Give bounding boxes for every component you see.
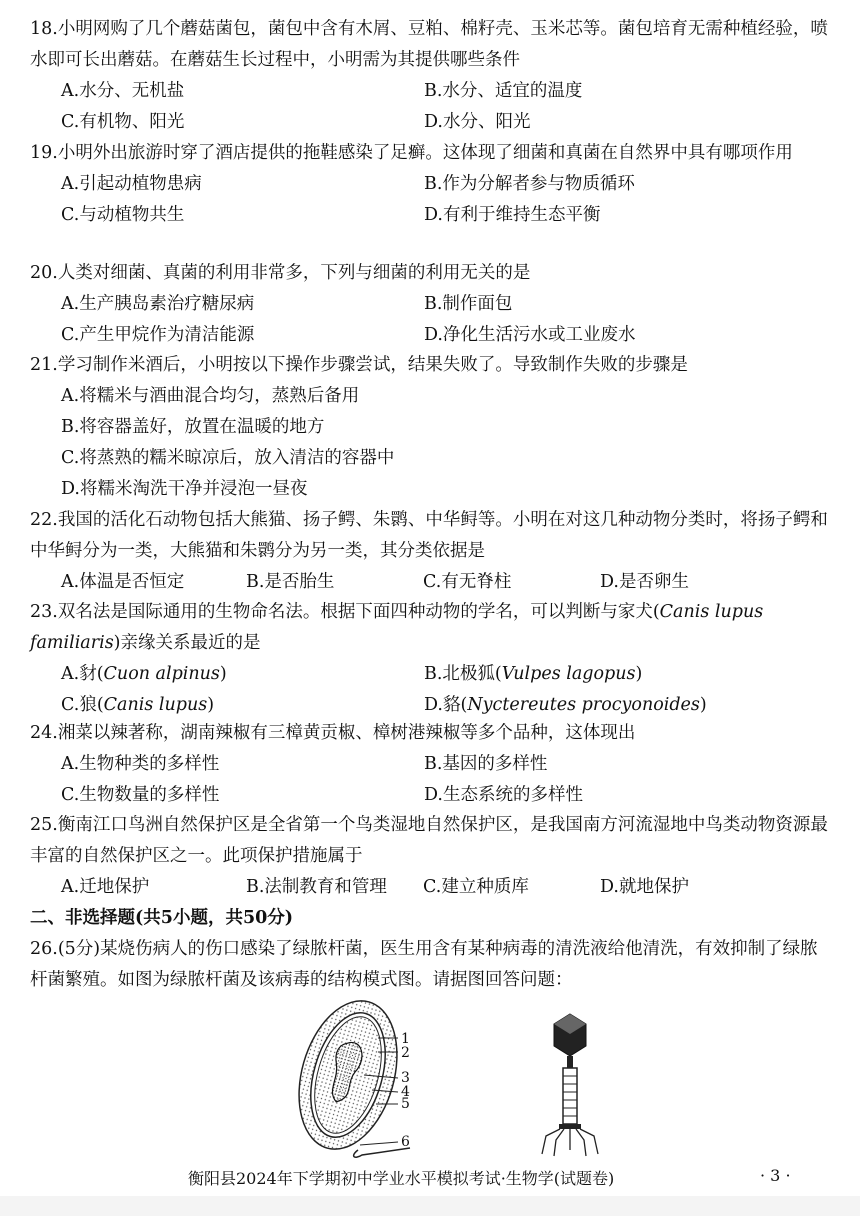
option-c: C.将蒸熟的糯米晾凉后，放入清洁的容器中	[61, 448, 395, 468]
question-23	[30, 597, 830, 721]
option-b: B.基因的多样性	[424, 754, 548, 774]
question-stem: 23.双名法是国际通用的生物命名法。根据下面四种动物的学名，可以判断与家犬(Canis lupus familiaris)亲缘关系最近的是	[30, 602, 764, 653]
option-b: B.北极狐(Vulpes lagopus)	[424, 664, 643, 684]
option-a: A.体温是否恒定	[61, 572, 185, 592]
option-c: C.生物数量的多样性	[61, 785, 220, 805]
label-4: 4	[401, 1084, 410, 1100]
option-a: A.将糯米与酒曲混合均匀，蒸熟后备用	[61, 386, 360, 406]
label-3: 3	[401, 1070, 410, 1086]
option-d: D.将糯米淘洗干净并浸泡一昼夜	[61, 479, 308, 499]
virus-diagram	[542, 1014, 598, 1156]
page-number: · 3 ·	[760, 1166, 791, 1185]
option-d: D.就地保护	[600, 877, 689, 897]
question-18	[30, 14, 830, 138]
option-d: D.貉(Nyctereutes procyonoides)	[424, 695, 707, 715]
question-stem: 20.人类对细菌、真菌的利用非常多，下列与细菌的利用无关的是	[30, 263, 531, 283]
option-b: B.作为分解者参与物质循环	[424, 174, 635, 194]
option-c: C.建立种质库	[423, 877, 529, 897]
option-a: A.引起动植物患病	[61, 174, 202, 194]
bottom-strip	[0, 1196, 860, 1216]
question-21	[30, 350, 830, 505]
label-5: 5	[401, 1096, 410, 1112]
option-c: C.有无脊柱	[423, 572, 512, 592]
bacterium-diagram	[283, 1000, 413, 1160]
section-heading: 二、非选择题(共5小题，共50分)	[30, 908, 294, 928]
option-d: D.是否卵生	[600, 572, 689, 592]
option-d: D.水分、阳光	[424, 112, 531, 132]
option-d: D.净化生活污水或工业废水	[424, 325, 636, 345]
question-stem: 21.学习制作米酒后，小明按以下操作步骤尝试，结果失败了。导致制作失败的步骤是	[30, 355, 688, 375]
label-1: 1	[401, 1031, 410, 1047]
question-25	[30, 810, 830, 903]
option-c: C.产生甲烷作为清洁能源	[61, 325, 255, 345]
question-26	[30, 934, 830, 996]
option-d: D.有利于维持生态平衡	[424, 205, 601, 225]
option-a: A.迁地保护	[61, 877, 150, 897]
question-stem: 22.我国的活化石动物包括大熊猫、扬子鳄、朱鹮、中华鲟等。小明在对这几种动物分类时，将扬子鳄和中华鲟分为一类，大熊猫和朱鹮分为另一类，其分类依据是	[30, 510, 828, 561]
option-c: C.与动植物共生	[61, 205, 185, 225]
question-19	[30, 138, 830, 231]
option-b: B.制作面包	[424, 294, 513, 314]
option-a: A.生物种类的多样性	[61, 754, 220, 774]
question-stem: 25.衡南江口鸟洲自然保护区是全省第一个鸟类湿地自然保护区，是我国南方河流湿地中鸟类动物资源最丰富的自然保护区之一。此项保护措施属于	[30, 815, 828, 866]
option-a: A.豺(Cuon alpinus)	[61, 664, 227, 684]
option-b: B.水分、适宜的温度	[424, 81, 583, 101]
option-c: C.狼(Canis lupus)	[61, 695, 215, 715]
label-2: 2	[401, 1045, 410, 1061]
question-20	[30, 258, 830, 351]
question-stem: 26.(5分)某烧伤病人的伤口感染了绿脓杆菌，医生用含有某种病毒的清洗液给他清洗，有效抑制了绿脓杆菌繁殖。如图为绿脓杆菌及该病毒的结构模式图。请据图回答问题：	[30, 939, 818, 990]
option-a: A.生产胰岛素治疗糖尿病	[61, 294, 255, 314]
question-stem: 24.湘菜以辣著称，湖南辣椒有三樟黄贡椒、樟树港辣椒等多个品种，这体现出	[30, 723, 636, 743]
option-b: B.是否胎生	[246, 572, 335, 592]
option-b: B.将容器盖好，放置在温暖的地方	[61, 417, 325, 437]
figure-bacterium-virus	[280, 1000, 620, 1160]
option-b: B.法制教育和管理	[246, 877, 387, 897]
question-stem: 19.小明外出旅游时穿了酒店提供的拖鞋感染了足癣。这体现了细菌和真菌在自然界中具有哪项作用	[30, 143, 793, 163]
exam-title: 衡阳县2024年下学期初中学业水平模拟考试·生物学(试题卷)	[188, 1169, 615, 1188]
option-d: D.生态系统的多样性	[424, 785, 583, 805]
option-a: A.水分、无机盐	[61, 81, 185, 101]
option-c: C.有机物、阳光	[61, 112, 185, 132]
question-24	[30, 718, 830, 811]
label-6: 6	[401, 1134, 410, 1150]
question-stem: 18.小明网购了几个蘑菇菌包，菌包中含有木屑、豆粕、棉籽壳、玉米芯等。菌包培育无需种植经验，喷水即可长出蘑菇。在蘑菇生长过程中，小明需为其提供哪些条件	[30, 19, 828, 70]
question-22	[30, 505, 830, 598]
latin-name: Canis lupus familiaris	[30, 602, 764, 653]
